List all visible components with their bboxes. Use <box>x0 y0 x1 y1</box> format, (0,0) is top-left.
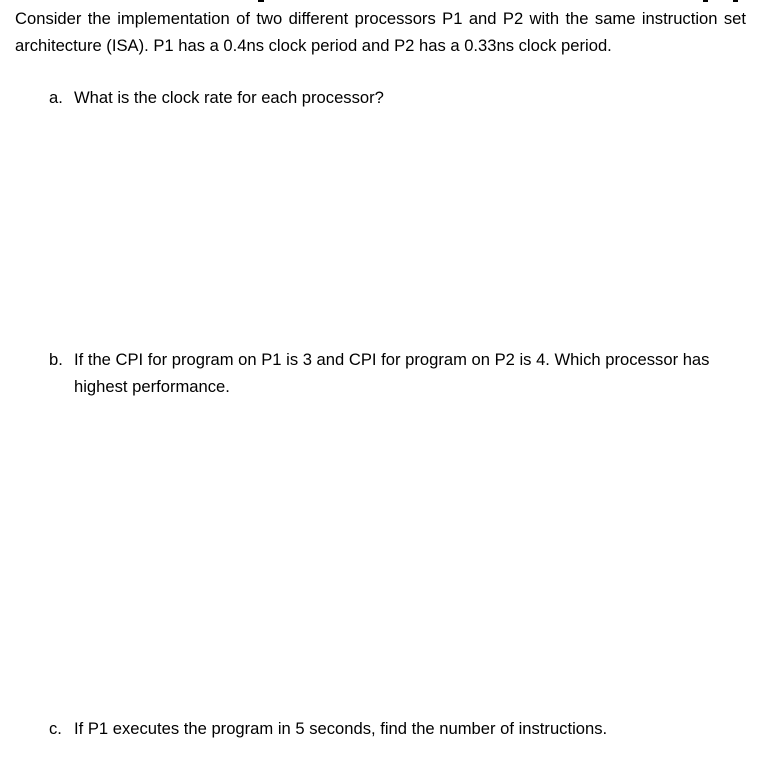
question-c-text: If P1 executes the program in 5 seconds, find the number of instructions. <box>74 719 608 738</box>
question-c <box>49 716 746 743</box>
question-b-text: If the CPI for program on P1 is 3 and CPI for program on P2 is 4. Which processor has highest performance. <box>74 350 710 396</box>
question-a <box>49 85 746 112</box>
problem-intro: Consider the implementation of two different processors P1 and P2 with the same instruction set architecture (ISA). P1 has a 0.4ns clock period and P2 has a 0.33ns clock period. <box>15 9 746 55</box>
cropped-text-fragments <box>0 0 758 4</box>
question-b-label: b. <box>49 350 63 369</box>
question-c-label: c. <box>49 719 62 738</box>
cropped-glyph-fragment <box>733 0 738 2</box>
cropped-glyph-fragment <box>258 0 264 2</box>
question-a-text: What is the clock rate for each processor? <box>74 88 384 107</box>
question-a-label: a. <box>49 88 63 107</box>
question-b <box>49 347 746 400</box>
cropped-glyph-fragment <box>703 0 708 2</box>
